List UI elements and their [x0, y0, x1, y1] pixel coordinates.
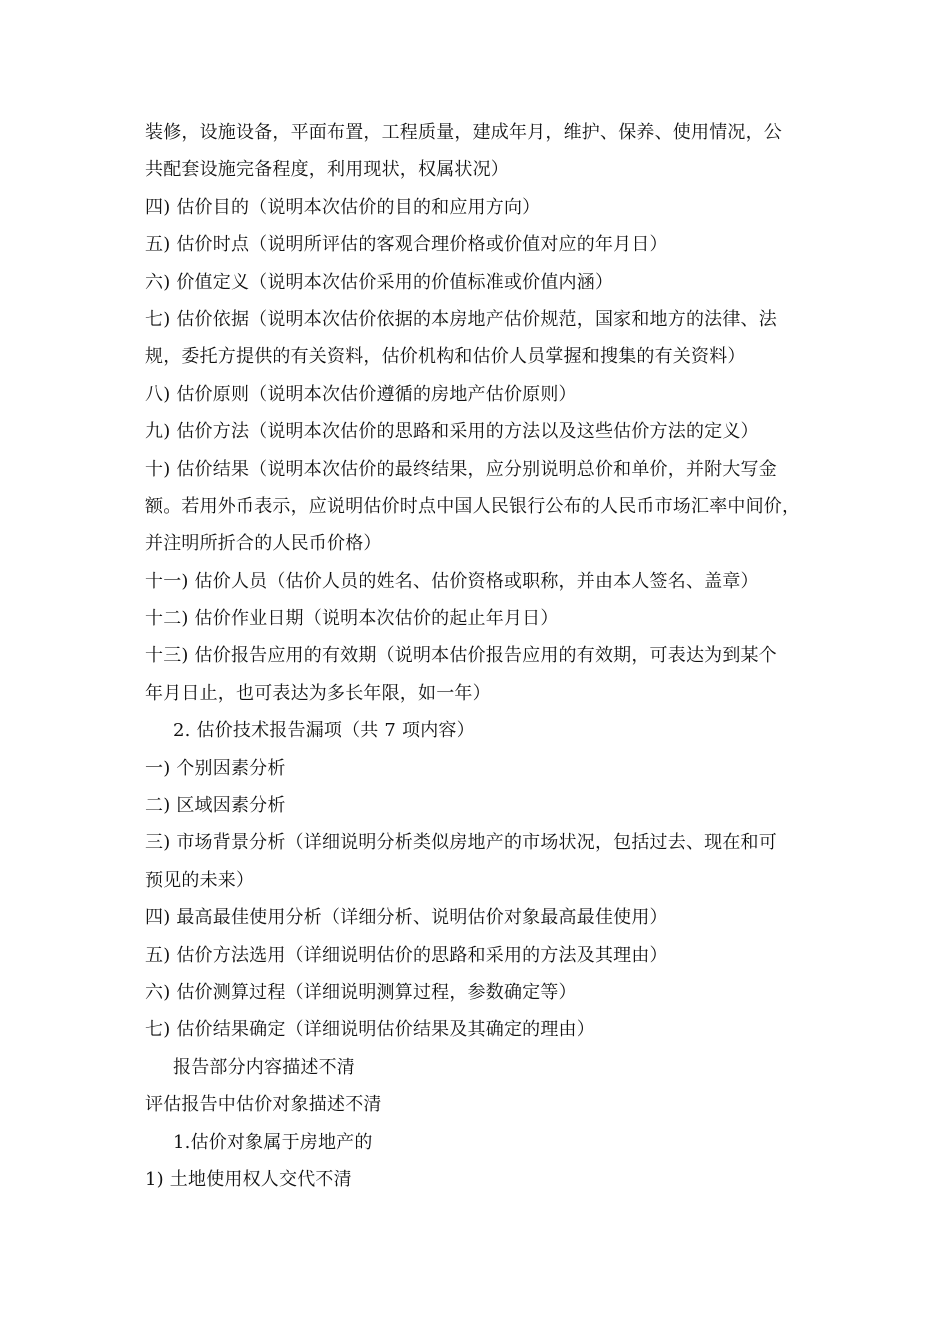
text-line: 评估报告中估价对象描述不清 — [145, 1094, 382, 1116]
text-line: 装修，设施设备，平面布置，工程质量，建成年月，维护、保养、使用情况，公 — [145, 122, 782, 143]
text-line: 年月日止，也可表达为多长年限，如一年） — [145, 682, 491, 704]
text-line: 并注明所折合的人民币价格） — [145, 533, 382, 555]
text-line: 五) 估价方法选用（详细说明估价的思路和采用的方法及其理由） — [145, 944, 668, 966]
text-line: 二) 区域因素分析 — [145, 795, 286, 817]
text-line: 预见的未来） — [145, 869, 255, 891]
document-body — [145, 114, 810, 1198]
text-line: 一) 个别因素分析 — [145, 757, 286, 779]
text-line: 六) 估价测算过程（详细说明测算过程，参数确定等） — [145, 981, 577, 1003]
section-heading: 报告部分内容描述不清 — [173, 1056, 355, 1078]
text-line: 九) 估价方法（说明本次估价的思路和采用的方法以及这些估价方法的定义） — [145, 421, 759, 443]
text-line: 规，委托方提供的有关资料，估价机构和估价人员掌握和搜集的有关资料） — [145, 346, 746, 368]
text-line: 四) 估价目的（说明本次估价的目的和应用方向） — [145, 196, 541, 218]
text-line: 四) 最高最佳使用分析（详细分析、说明估价对象最高最佳使用） — [145, 907, 668, 929]
text-line: 十三) 估价报告应用的有效期（说明本估价报告应用的有效期，可表达为到某个 — [145, 645, 777, 667]
text-line: 共配套设施完备程度，利用现状，权属状况） — [145, 159, 509, 181]
text-line: 十二) 估价作业日期（说明本次估价的起止年月日） — [145, 608, 559, 630]
text-line: 七) 估价依据（说明本次估价依据的本房地产估价规范，国家和地方的法律、法 — [145, 308, 777, 330]
text-line: 十) 估价结果（说明本次估价的最终结果，应分别说明总价和单价，并附大写金 — [145, 458, 777, 480]
text-line: 八) 估价原则（说明本次估价遵循的房地产估价原则） — [145, 383, 577, 405]
text-line: 额。若用外币表示，应说明估价时点中国人民银行公布的人民币市场汇率中间价， — [145, 495, 801, 517]
text-line: 十一) 估价人员（估价人员的姓名、估价资格或职称，并由本人签名、盖章） — [145, 570, 759, 592]
text-line: 七) 估价结果确定（详细说明估价结果及其确定的理由） — [145, 1019, 595, 1041]
text-line: 五) 估价时点（说明所评估的客观合理价格或价值对应的年月日） — [145, 234, 668, 256]
text-line: 六) 价值定义（说明本次估价采用的价值标准或价值内涵） — [145, 271, 614, 293]
section-heading: 1.估价对象属于房地产的 — [173, 1131, 373, 1153]
text-line: 1) 土地使用权人交代不清 — [145, 1168, 352, 1190]
text-line: 三) 市场背景分析（详细说明分析类似房地产的市场状况，包括过去、现在和可 — [145, 832, 777, 854]
section-heading: 2. 估价技术报告漏项（共 7 项内容） — [173, 720, 475, 742]
